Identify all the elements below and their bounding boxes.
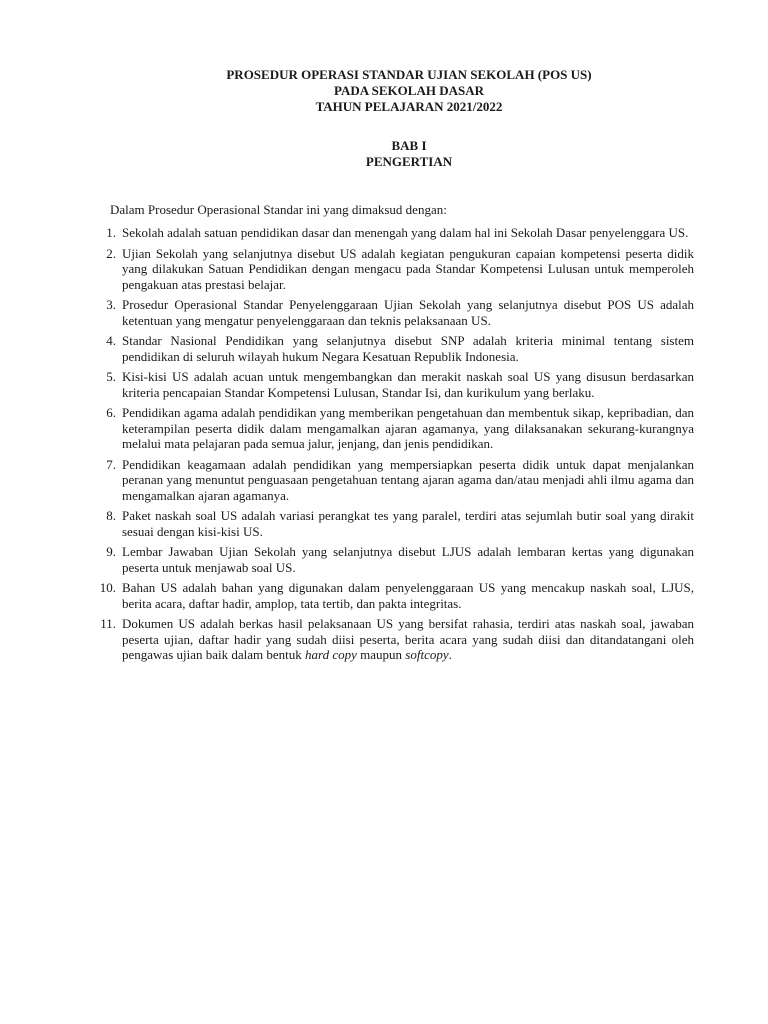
item-number: 4.	[106, 333, 116, 348]
item-text	[122, 616, 694, 663]
title-line-2: PADA SEKOLAH DASAR	[333, 83, 484, 98]
list-item	[96, 225, 694, 241]
chapter-number: BAB I	[391, 138, 427, 153]
list-item	[96, 369, 694, 400]
item-text: Sekolah adalah satuan pendidikan dasar dan menengah yang dalam hal ini Sekolah Dasar penyelenggara US.	[122, 225, 689, 240]
list-item	[96, 333, 694, 364]
list-item	[96, 544, 694, 575]
list-item	[96, 580, 694, 611]
item-text-part: .	[448, 647, 452, 662]
definition-list	[96, 225, 694, 668]
item-text: Standar Nasional Pendidikan yang selanjutnya disebut SNP adalah kriteria minimal tentang sistem pendidikan di seluruh wilayah hukum Negara Kesatuan Republik Indonesia.	[122, 333, 694, 364]
document-title	[0, 67, 768, 115]
item-number: 10.	[99, 580, 116, 595]
item-text: Lembar Jawaban Ujian Sekolah yang selanjutnya disebut LJUS adalah lembaran kertas yang digunakan peserta untuk menjawab soal US.	[122, 544, 694, 575]
item-text: Pendidikan agama adalah pendidikan yang memberikan pengetahuan dan membentuk sikap, kepribadian, dan keterampilan peserta didik dalam mengamalkan ajaran agamanya, yang dilaksanakan sekurang-kurangnya melalui mata pelajaran pada semua jalur, jenjang, dan jenis pendidikan.	[122, 405, 694, 451]
item-text-part: maupun	[356, 647, 406, 662]
list-item	[96, 405, 694, 452]
item-number: 8.	[106, 508, 116, 523]
title-line-3: TAHUN PELAJARAN 2021/2022	[315, 99, 503, 114]
list-item	[96, 297, 694, 328]
item-number: 9.	[106, 544, 116, 559]
item-number: 11.	[100, 616, 116, 631]
item-text: Kisi-kisi US adalah acuan untuk mengembangkan dan merakit naskah soal US yang disusun berdasarkan kriteria pencapaian Standar Kompetensi Lulusan, Standar Isi, dan kurikulum yang berlaku.	[122, 369, 694, 400]
item-number: 1.	[106, 225, 116, 240]
item-number: 6.	[106, 405, 116, 420]
italic-term: softcopy	[405, 647, 449, 662]
item-text: Bahan US adalah bahan yang digunakan dalam penyelenggaraan US yang mencakup naskah soal, LJUS, berita acara, daftar hadir, amplop, tata tertib, dan pakta integritas.	[122, 580, 694, 611]
list-item	[96, 508, 694, 539]
item-text: Ujian Sekolah yang selanjutnya disebut US adalah kegiatan pengukuran capaian kompetensi peserta didik yang dilakukan Satuan Pendidikan dengan mengacu pada Standar Kompetensi Lulusan untuk memperoleh pengakuan atas prestasi belajar.	[122, 245, 694, 292]
item-text: Paket naskah soal US adalah variasi perangkat tes yang paralel, terdiri atas sejumlah butir soal yang dirakit sesuai dengan kisi-kisi US.	[122, 508, 694, 539]
title-line-1: PROSEDUR OPERASI STANDAR UJIAN SEKOLAH (POS US)	[226, 67, 592, 82]
italic-term: hard copy	[305, 647, 357, 662]
item-text-part: Dokumen US adalah berkas hasil pelaksanaan US yang bersifat rahasia, terdiri atas naskah soal, jawaban peserta ujian, daftar hadir yang sudah diisi peserta, berita acara yang sudah diisi dan ditandatangani oleh pengawas ujian baik dalam bentuk	[122, 616, 694, 662]
item-number: 5.	[106, 369, 116, 384]
item-text: Prosedur Operasional Standar Penyelenggaraan Ujian Sekolah yang selanjutnya disebut POS US adalah ketentuan yang mengatur penyelenggaraan dan teknis pelaksanaan US.	[122, 297, 694, 328]
item-number: 3.	[106, 297, 116, 312]
chapter-heading	[0, 138, 768, 170]
item-text: Pendidikan keagamaan adalah pendidikan yang mempersiapkan peserta didik untuk dapat menjalankan peranan yang menuntut penguasaan pengetahuan tentang ajaran agama dan/atau menjadi ahli ilmu agama dan mengamalkan ajaran agamanya.	[122, 456, 694, 503]
chapter-title: PENGERTIAN	[365, 154, 453, 169]
list-item	[96, 246, 694, 293]
list-item	[96, 616, 694, 663]
item-number: 2.	[106, 245, 116, 261]
list-item	[96, 457, 694, 504]
intro-text: Dalam Prosedur Operasional Standar ini yang dimaksud dengan:	[110, 202, 447, 217]
item-number: 7.	[106, 456, 116, 472]
